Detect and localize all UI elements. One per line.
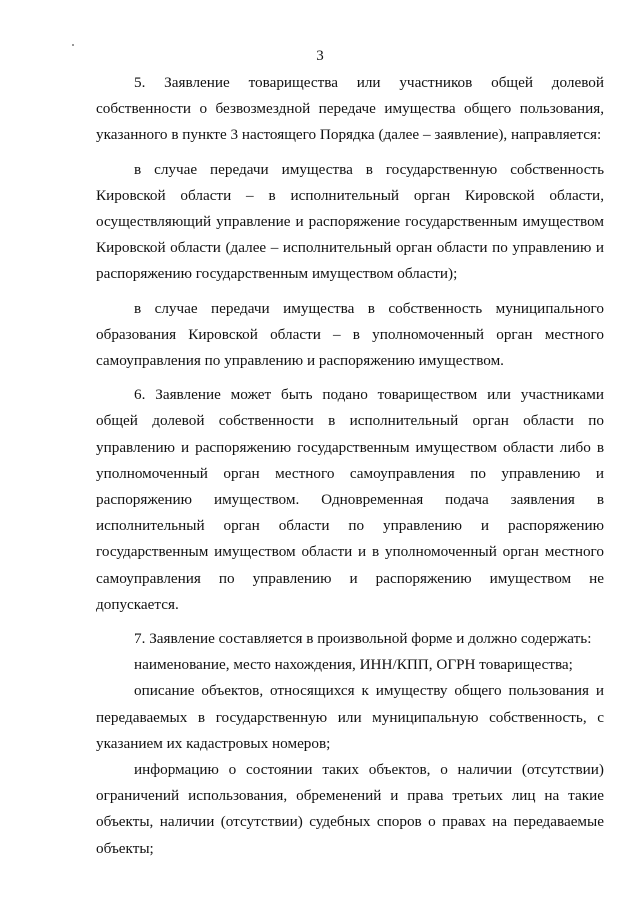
paragraph-requirement-name: наименование, место нахождения, ИНН/КПП, ОГРН товарищества; (134, 656, 573, 674)
page-number: 3 (316, 48, 324, 64)
paragraph-requirement-objects: описание объектов, относящихся к имуществу общего пользования и передаваемых в государственную или муниципальную собственность, с указанием их кадастровых номеров; (96, 682, 604, 752)
paragraph-item-7: 7. Заявление составляется в произвольной форме и должно содержать: (134, 630, 592, 648)
paragraph-municipal-property: в случае передачи имущества в собственность муниципального образования Кировской области – в уполномоченный орган местного самоуправления по управлению и распоряжению имуществом. (96, 299, 604, 370)
paragraph-item-6: 6. Заявление может быть подано товариществом или участниками общей долевой собственности в исполнительный орган области по управлению и распоряжению государственным имуществом области либо в уполномоченный орган местного самоуправления по управлению и распоряжению имуществом. Одновременная подача заявления в исполнительный орган области по управлению и распоряжению государственным имуществом области и в уполномоченный орган местного самоуправления по управлению и распоряжению имуществом не допускается. (96, 386, 604, 613)
document-body (96, 70, 604, 862)
paragraph-requirement-condition: информацию о состоянии таких объектов, о наличии (отсутствии) ограничений использования, обременений и права третьих лиц на такие объекты, наличии (отсутствии) судебных споров о правах на передаваемые объекты; (96, 761, 604, 857)
scan-speck (72, 44, 74, 46)
paragraph-state-property: в случае передачи имущества в государственную собственность Кировской области – в исполнительный орган Кировской области, осуществляющий управление и распоряжение государственным имуществом Кировской области (далее – исполнительный орган области по управлению и распоряжению государственным имуществом области); (96, 160, 604, 283)
paragraph-item-5: 5. Заявление товарищества или участников общей долевой собственности о безвозмездной передаче имущества общего пользования, указанного в пункте 3 настоящего Порядка (далее – заявление), направляется: (96, 74, 604, 144)
